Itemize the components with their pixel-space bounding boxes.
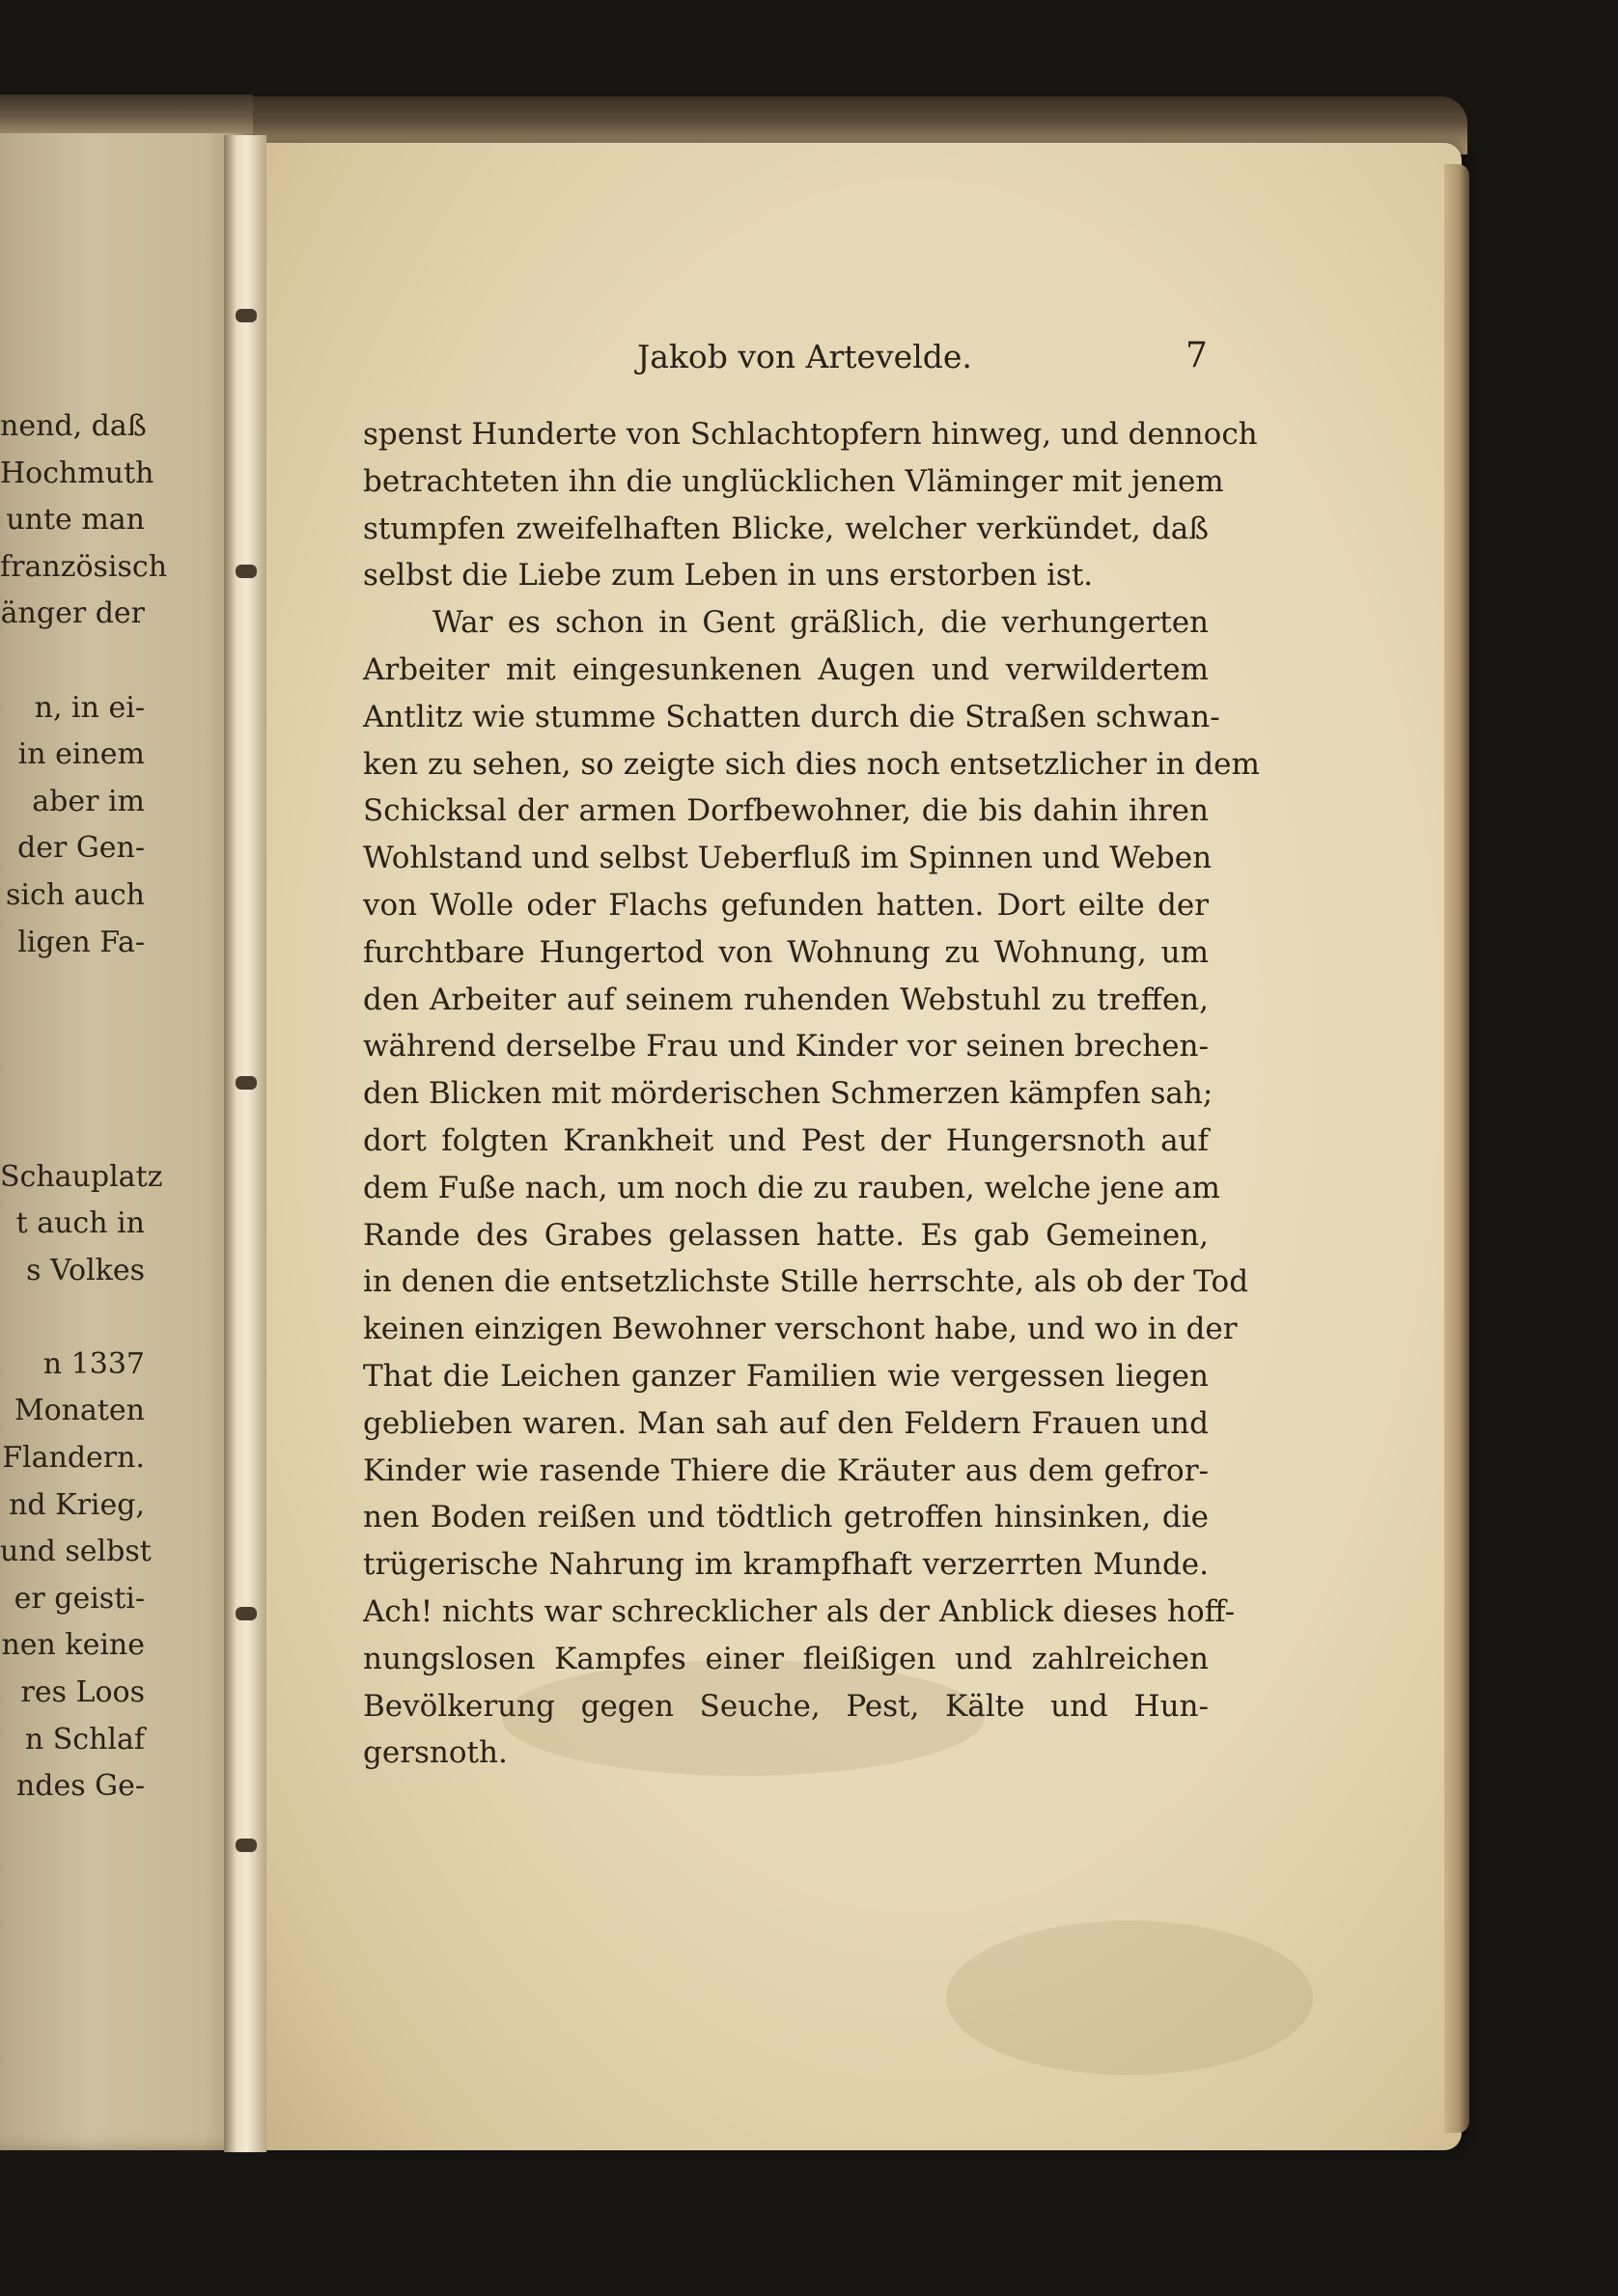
text-line: furchtbare Hungertod von Wohnung zu Wohnung, um [363, 934, 1209, 970]
binding-stitch [236, 1607, 257, 1620]
text-line: selbst die Liebe zum Leben in uns erstorben ist. [363, 558, 1094, 594]
left-page-line [0, 1060, 145, 1107]
text-line: Ach! nichts war schrecklicher als der Anblick dieses hoff- [363, 1593, 1236, 1629]
left-page-line: aber im [32, 784, 145, 818]
binding-stitch [236, 565, 257, 578]
left-page-line [0, 1013, 145, 1061]
running-head: Jakob von Artevelde. [637, 338, 972, 375]
text-line: nen Boden reißen und tödtlich getroffen hinsinken, die [363, 1500, 1209, 1535]
text-line: den Blicken mit mörderischen Schmerzen kämpfen sah; [363, 1076, 1214, 1112]
text-line: Kinder wie rasende Thiere die Kräuter aus dem gefror- [363, 1452, 1209, 1488]
text-line: den Arbeiter auf seinem ruhenden Webstuhl zu treffen, [363, 982, 1209, 1017]
left-page-line: res Loos [20, 1675, 145, 1710]
text-line: dort folgten Krankheit und Pest der Hungersnoth auf [363, 1122, 1209, 1158]
left-page-line: und selbst [0, 1535, 152, 1569]
text-line: während derselbe Frau und Kinder vor seinen brechen- [363, 1029, 1209, 1065]
left-page-line: nen keine [1, 1628, 145, 1663]
left-page-line: sich auch [6, 877, 145, 912]
text-line: Arbeiter mit eingesunkenen Augen und verwildertem [363, 651, 1209, 687]
left-page-line: unte man [6, 503, 145, 538]
text-line: Wohlstand und selbst Ueberfluß im Spinnen und Weben [363, 841, 1213, 876]
text-line: ken zu sehen, so zeigte sich dies noch entsetzlicher in dem [363, 746, 1260, 782]
text-line: Bevölkerung gegen Seuche, Pest, Kälte und Hun- [363, 1688, 1209, 1724]
left-page-line: Monaten [14, 1394, 145, 1428]
left-page-line: n Schlaf [24, 1722, 145, 1757]
page-number: 7 [1186, 336, 1208, 375]
text-line: Antlitz wie stumme Schatten durch die Straßen schwan- [363, 699, 1220, 734]
text-line: von Wolle oder Flachs gefunden hatten. Dort eilte der [363, 887, 1209, 923]
right-page-edge [1444, 164, 1469, 2133]
left-page-line: änger der [0, 596, 145, 631]
left-page-line [0, 1294, 145, 1342]
left-page-line: ligen Fa- [17, 925, 145, 959]
left-page-line [0, 1107, 145, 1154]
left-page-line: Flandern. [2, 1441, 145, 1476]
left-page-line: Schauplatz [0, 1159, 163, 1194]
text-line: That die Leichen ganzer Familien wie vergessen liegen [363, 1358, 1209, 1394]
text-line: geblieben waren. Man sah auf den Feldern Frauen und [363, 1405, 1209, 1441]
left-page-line: französisch [0, 549, 168, 584]
left-page-line: der Gen- [16, 831, 145, 866]
left-page [0, 114, 253, 2150]
text-line: dem Fuße nach, um noch die zu rauben, welche jene am [363, 1170, 1220, 1205]
text-line: War es schon in Gent gräßlich, die verhungerten [432, 605, 1209, 641]
left-page-line: n 1337 [42, 1346, 145, 1381]
left-page-text [0, 403, 168, 1811]
text-line: betrachteten ihn die unglücklichen Vläminger mit jenem [363, 463, 1224, 499]
text-line: Rande des Grabes gelassen hatte. Es gab Gemeinen, [363, 1217, 1209, 1253]
left-page-line: nend, daß [0, 409, 147, 443]
text-line: Schicksal der armen Dorfbewohner, die bis dahin ihren [363, 793, 1209, 829]
left-page-line: in einem [17, 737, 145, 772]
text-line: spenst Hunderte von Schlachtopfern hinweg, und dennoch [363, 417, 1258, 452]
page-body-text [363, 411, 1260, 1777]
left-page-line [0, 966, 145, 1013]
left-page-line [0, 638, 145, 685]
text-line: nungslosen Kampfes einer fleißigen und zahlreichen [363, 1641, 1209, 1676]
text-line: in denen die entsetzlichste Stille herrschte, als ob der Tod [363, 1264, 1249, 1300]
left-page-line: er geisti- [14, 1581, 145, 1616]
text-line: trügerische Nahrung im krampfhaft verzerrten Munde. [363, 1547, 1209, 1583]
left-page-top-edge [0, 95, 253, 133]
left-page-line: t auch in [15, 1206, 145, 1241]
text-line: keinen einzigen Bewohner verschont habe, und wo in der [363, 1312, 1238, 1347]
left-page-line: n, in ei- [34, 690, 145, 725]
paper-stain [946, 1921, 1313, 2075]
text-line: gersnoth. [363, 1735, 508, 1771]
left-page-line: ndes Ge- [15, 1769, 145, 1804]
binding-stitch [236, 309, 257, 322]
left-page-line: Hochmuth [0, 456, 154, 490]
left-page-line: nd Krieg, [9, 1487, 145, 1522]
text-line: stumpfen zweifelhaften Blicke, welcher verkündet, daß [363, 511, 1209, 546]
binding-stitch [236, 1076, 257, 1090]
left-page-line: s Volkes [26, 1253, 145, 1287]
binding-stitch [236, 1839, 257, 1852]
